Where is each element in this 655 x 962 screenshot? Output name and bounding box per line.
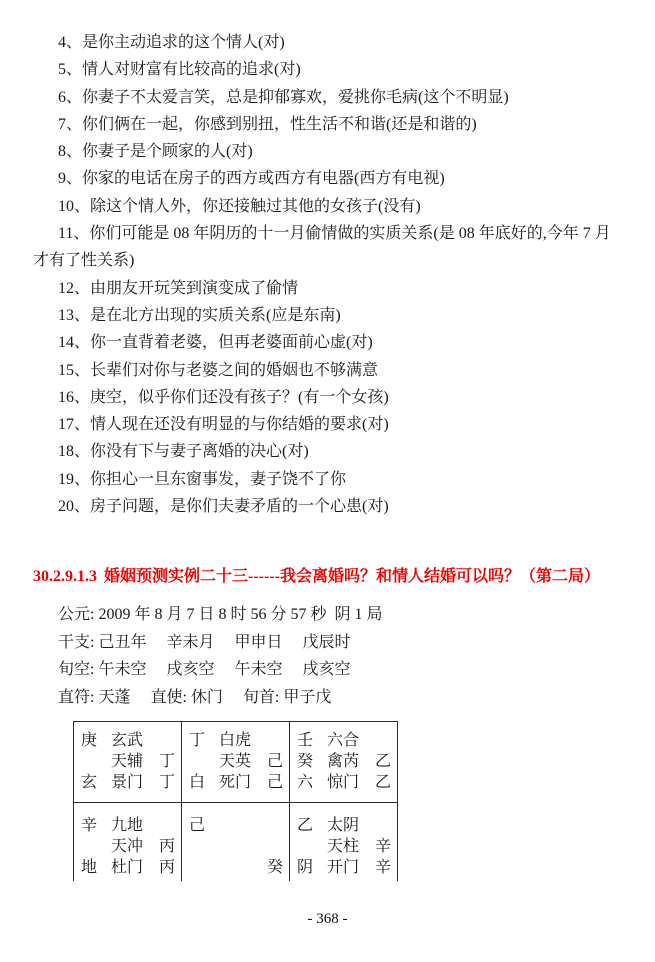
- palace-stem: 丁: [189, 731, 206, 749]
- palace-deity: 玄武: [111, 731, 144, 749]
- palace-gate: 惊门: [327, 773, 360, 791]
- qimen-row: [73, 802, 398, 881]
- palace-deity: 白虎: [219, 731, 252, 749]
- palace-cell: [181, 803, 289, 881]
- palace-star: 天柱: [327, 837, 360, 855]
- palace-stem: 癸: [267, 858, 284, 876]
- palace-deity: 六合: [327, 731, 360, 749]
- section-title: 婚姻预测实例二十三------我会离婚吗？和情人结婚可以吗？（第二局）: [104, 568, 600, 586]
- info-line-xunkong: 旬空: 午未空 戌亥空 午未空 戌亥空: [58, 661, 351, 679]
- palace-gate: 开门: [327, 858, 360, 876]
- section-heading: [33, 565, 627, 589]
- palace-gate: 杜门: [111, 858, 144, 876]
- list-item: 11、你们可能是 08 年阴历的十一月偷情做的实质关系(是 08 年底好的,今年 7 月才有了性关系): [33, 225, 611, 270]
- palace-cell: 丁 白虎 天英 己 白 死门 己: [181, 722, 289, 802]
- palace-stem: 庚: [81, 731, 98, 749]
- info-line-ganzhi: 干支: 己丑年 辛未月 甲申日 戊辰时: [58, 633, 351, 651]
- palace-cell: 庚 玄武 天辅 丁 玄 景门 丁: [73, 722, 181, 802]
- palace-stem: 辛: [81, 816, 98, 834]
- palace-cell: 壬 六合 癸 禽芮 乙 六 惊门 乙: [289, 722, 398, 802]
- palace-star: 天冲: [111, 837, 144, 855]
- list-item: 12、由朋友开玩笑到演变成了偷情: [58, 279, 299, 297]
- list-item: 19、你担心一旦东窗事发，妻子饶不了你: [58, 470, 347, 488]
- page-number: - 368 -: [307, 911, 348, 927]
- palace-stem: 己: [189, 816, 206, 834]
- list-item: 13、是在北方出现的实质关系(应是东南): [58, 306, 341, 324]
- list-item: 15、长辈们对你与老婆之间的婚姻也不够满意: [58, 361, 379, 379]
- info-line-zhifu: 直符: 天蓬 直使: 休门 旬首: 甲子戊: [58, 688, 332, 706]
- section-number: 30.2.9.1.3: [33, 568, 97, 586]
- list-item: 6、你妻子不太爱言笑，总是抑郁寡欢，爱挑你毛病(这个不明显): [58, 88, 509, 106]
- chart-info-block: [33, 601, 627, 711]
- palace-deity: 太阴: [327, 816, 360, 834]
- palace-stem: 壬: [297, 731, 314, 749]
- palace-cell: 乙 太阴 天柱 辛 阴 开门 辛: [289, 803, 398, 881]
- palace-gate: 景门: [111, 773, 144, 791]
- list-item: 8、你妻子是个顾家的人(对): [58, 143, 253, 161]
- palace-cell: 辛 九地 天冲 丙 地 杜门 丙: [73, 803, 181, 881]
- qimen-palace-table: [73, 721, 398, 881]
- list-item: 16、庚空，似乎你们还没有孩子？(有一个女孩): [58, 388, 389, 406]
- palace-gate: 死门: [219, 773, 252, 791]
- palace-star: 禽芮: [327, 752, 360, 770]
- list-item: 17、情人现在还没有明显的与你结婚的要求(对): [58, 416, 389, 434]
- list-item: 10、除这个情人外，你还接触过其他的女孩子(没有): [58, 197, 421, 215]
- list-item: 7、你们俩在一起，你感到别扭，性生活不和谐(还是和谐的): [58, 115, 477, 133]
- palace-deity: 九地: [111, 816, 144, 834]
- info-line-gongyuan: 公元: 2009 年 8 月 7 日 8 时 56 分 57 秒 阴 1 局: [58, 606, 383, 624]
- list-item: 20、房子问题，是你们夫妻矛盾的一个心患(对): [58, 498, 389, 516]
- palace-stem: 乙: [297, 816, 314, 834]
- qimen-row: [73, 722, 398, 802]
- palace-star: 天英: [219, 752, 252, 770]
- list-item: 5、情人对财富有比较高的追求(对): [58, 61, 301, 79]
- palace-star: 天辅: [111, 752, 144, 770]
- list-item: 18、你没有下与妻子离婚的决心(对): [58, 443, 309, 461]
- list-item: 14、你一直背着老婆，但再老婆面前心虚(对): [58, 334, 373, 352]
- list-item: 9、你家的电话在房子的西方或西方有电器(西方有电视): [58, 170, 445, 188]
- numbered-list: [33, 29, 619, 520]
- list-item: 4、是你主动追求的这个情人(对): [58, 34, 285, 51]
